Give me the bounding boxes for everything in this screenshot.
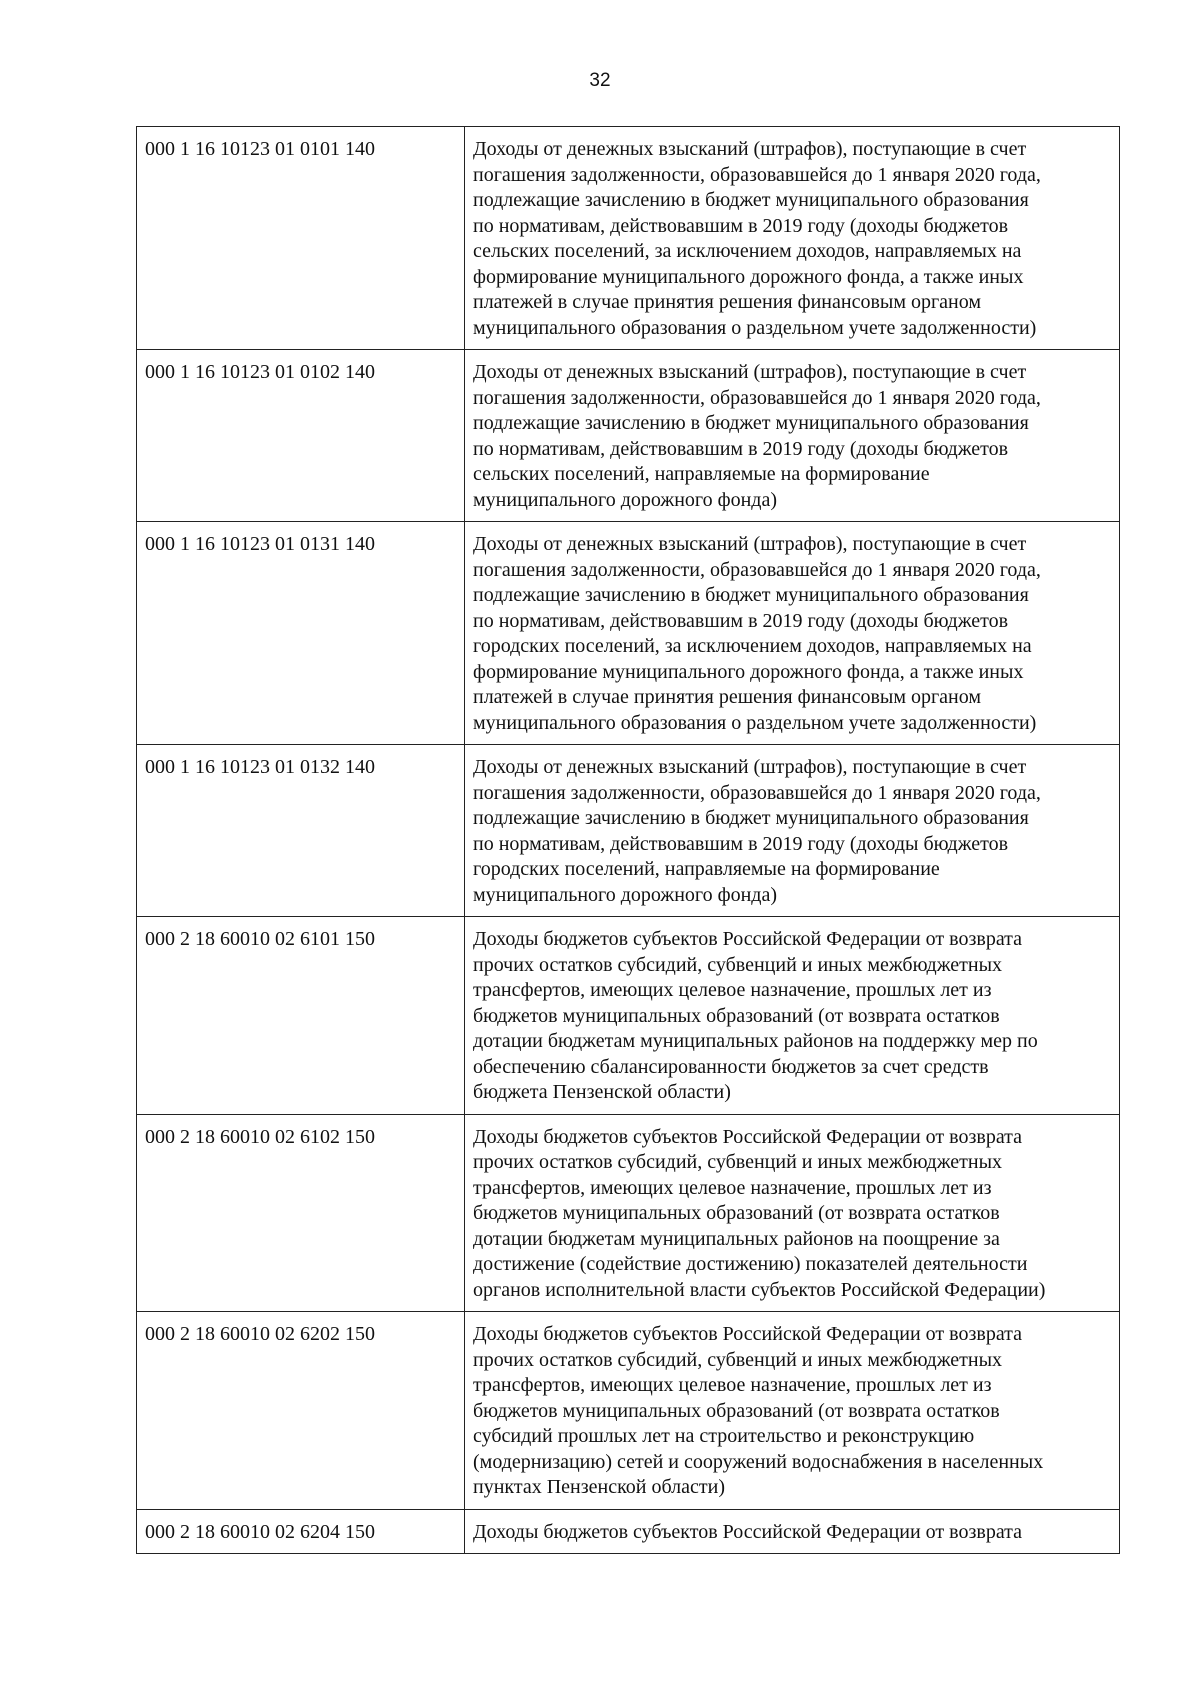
- description-line: городских поселений, за исключением доходов, направляемых на: [473, 635, 1032, 657]
- table-row: [137, 745, 1120, 917]
- revenue-description-cell: [465, 1312, 1120, 1510]
- description-line: трансфертов, имеющих целевое назначение, прошлых лет из: [473, 1176, 992, 1199]
- table-row: [137, 127, 1120, 350]
- description-line: подлежащие зачислению в бюджет муниципального образования: [473, 807, 1029, 829]
- revenue-codes-table-container: [136, 126, 1120, 1554]
- revenue-code-cell: 000 1 16 10123 01 0132 140: [137, 745, 465, 917]
- description-line: сельских поселений, за исключением доходов, направляемых на: [473, 240, 1022, 262]
- description-line: платежей в случае принятия решения финансовым органом: [473, 291, 982, 313]
- description-line: сельских поселений, направляемые на формирование: [473, 463, 930, 485]
- description-line: подлежащие зачислению в бюджет муниципального образования: [473, 189, 1029, 211]
- revenue-description-cell: [465, 1509, 1120, 1554]
- description-line: муниципального дорожного фонда): [473, 488, 778, 511]
- description-line: подлежащие зачислению в бюджет муниципального образования: [473, 584, 1029, 606]
- description-line: Доходы бюджетов субъектов Российской Федерации от возврата: [473, 1520, 1023, 1543]
- description-line: дотации бюджетам муниципальных районов на поощрение за: [473, 1227, 1000, 1250]
- page-number: 32: [589, 70, 611, 91]
- description-line: Доходы бюджетов субъектов Российской Федерации от возврата: [473, 1323, 1023, 1345]
- revenue-code-cell: 000 2 18 60010 02 6202 150: [137, 1312, 465, 1510]
- description-line: муниципального образования о раздельном учете задолженности): [473, 316, 1037, 339]
- description-line: муниципального дорожного фонда): [473, 883, 778, 906]
- revenue-description-cell: [465, 522, 1120, 745]
- table-row: [137, 1509, 1120, 1554]
- revenue-description-cell: [465, 745, 1120, 917]
- description-line: муниципального образования о раздельном учете задолженности): [473, 711, 1037, 734]
- description-line: по нормативам, действовавшим в 2019 году (доходы бюджетов: [473, 214, 1009, 237]
- description-line: трансфертов, имеющих целевое назначение, прошлых лет из: [473, 979, 992, 1001]
- revenue-description-cell: [465, 1114, 1120, 1312]
- description-line: Доходы бюджетов субъектов Российской Федерации от возврата: [473, 1125, 1023, 1148]
- description-line: формирование муниципального дорожного фонда, а также иных: [473, 265, 1024, 288]
- description-line: бюджетов муниципальных образований (от возврата остатков: [473, 1004, 1000, 1027]
- description-line: прочих остатков субсидий, субвенций и иных межбюджетных: [473, 953, 1003, 976]
- revenue-codes-table: [136, 126, 1120, 1554]
- table-body: [137, 127, 1120, 1554]
- description-line: Доходы от денежных взысканий (штрафов), поступающие в счет: [473, 138, 1027, 160]
- description-line: пунктах Пензенской области): [473, 1476, 726, 1498]
- description-line: городских поселений, направляемые на формирование: [473, 858, 940, 880]
- description-line: органов исполнительной власти субъектов Российской Федерации): [473, 1278, 1046, 1301]
- table-row: [137, 522, 1120, 745]
- revenue-code-cell: 000 2 18 60010 02 6102 150: [137, 1114, 465, 1312]
- description-line: подлежащие зачислению в бюджет муниципального образования: [473, 412, 1029, 434]
- table-row: [137, 1114, 1120, 1312]
- revenue-code-cell: 000 2 18 60010 02 6204 150: [137, 1509, 465, 1554]
- description-line: по нормативам, действовавшим в 2019 году (доходы бюджетов: [473, 437, 1009, 460]
- description-line: дотации бюджетам муниципальных районов на поддержку мер по: [473, 1030, 1038, 1052]
- table-row: [137, 1312, 1120, 1510]
- description-line: бюджета Пензенской области): [473, 1081, 731, 1103]
- description-line: бюджетов муниципальных образований (от возврата остатков: [473, 1399, 1000, 1422]
- revenue-code-cell: 000 1 16 10123 01 0102 140: [137, 350, 465, 522]
- description-line: Доходы бюджетов субъектов Российской Федерации от возврата: [473, 928, 1023, 950]
- description-line: (модернизацию) сетей и сооружений водоснабжения в населенных: [473, 1450, 1044, 1473]
- description-line: бюджетов муниципальных образований (от возврата остатков: [473, 1202, 1000, 1224]
- description-line: по нормативам, действовавшим в 2019 году (доходы бюджетов: [473, 832, 1009, 855]
- revenue-code-cell: 000 1 16 10123 01 0131 140: [137, 522, 465, 745]
- revenue-description-cell: [465, 917, 1120, 1115]
- description-line: погашения задолженности, образовавшейся до 1 января 2020 года,: [473, 558, 1041, 581]
- table-row: [137, 350, 1120, 522]
- description-line: субсидий прошлых лет на строительство и реконструкцию: [473, 1425, 975, 1447]
- description-line: трансфертов, имеющих целевое назначение, прошлых лет из: [473, 1374, 992, 1396]
- revenue-description-cell: [465, 127, 1120, 350]
- description-line: по нормативам, действовавшим в 2019 году (доходы бюджетов: [473, 609, 1009, 632]
- description-line: погашения задолженности, образовавшейся до 1 января 2020 года,: [473, 781, 1041, 804]
- description-line: Доходы от денежных взысканий (штрафов), поступающие в счет: [473, 361, 1027, 383]
- description-line: Доходы от денежных взысканий (штрафов), поступающие в счет: [473, 533, 1027, 555]
- description-line: достижение (содействие достижению) показателей деятельности: [473, 1253, 1028, 1275]
- table-row: [137, 917, 1120, 1115]
- description-line: прочих остатков субсидий, субвенций и иных межбюджетных: [473, 1348, 1003, 1371]
- description-line: обеспечению сбалансированности бюджетов за счет средств: [473, 1055, 989, 1078]
- description-line: погашения задолженности, образовавшейся до 1 января 2020 года,: [473, 163, 1041, 186]
- description-line: формирование муниципального дорожного фонда, а также иных: [473, 660, 1024, 683]
- description-line: погашения задолженности, образовавшейся до 1 января 2020 года,: [473, 386, 1041, 409]
- revenue-code-cell: 000 1 16 10123 01 0101 140: [137, 127, 465, 350]
- description-line: Доходы от денежных взысканий (штрафов), поступающие в счет: [473, 756, 1027, 778]
- description-line: платежей в случае принятия решения финансовым органом: [473, 686, 982, 708]
- revenue-description-cell: [465, 350, 1120, 522]
- revenue-code-cell: 000 2 18 60010 02 6101 150: [137, 917, 465, 1115]
- description-line: прочих остатков субсидий, субвенций и иных межбюджетных: [473, 1151, 1003, 1173]
